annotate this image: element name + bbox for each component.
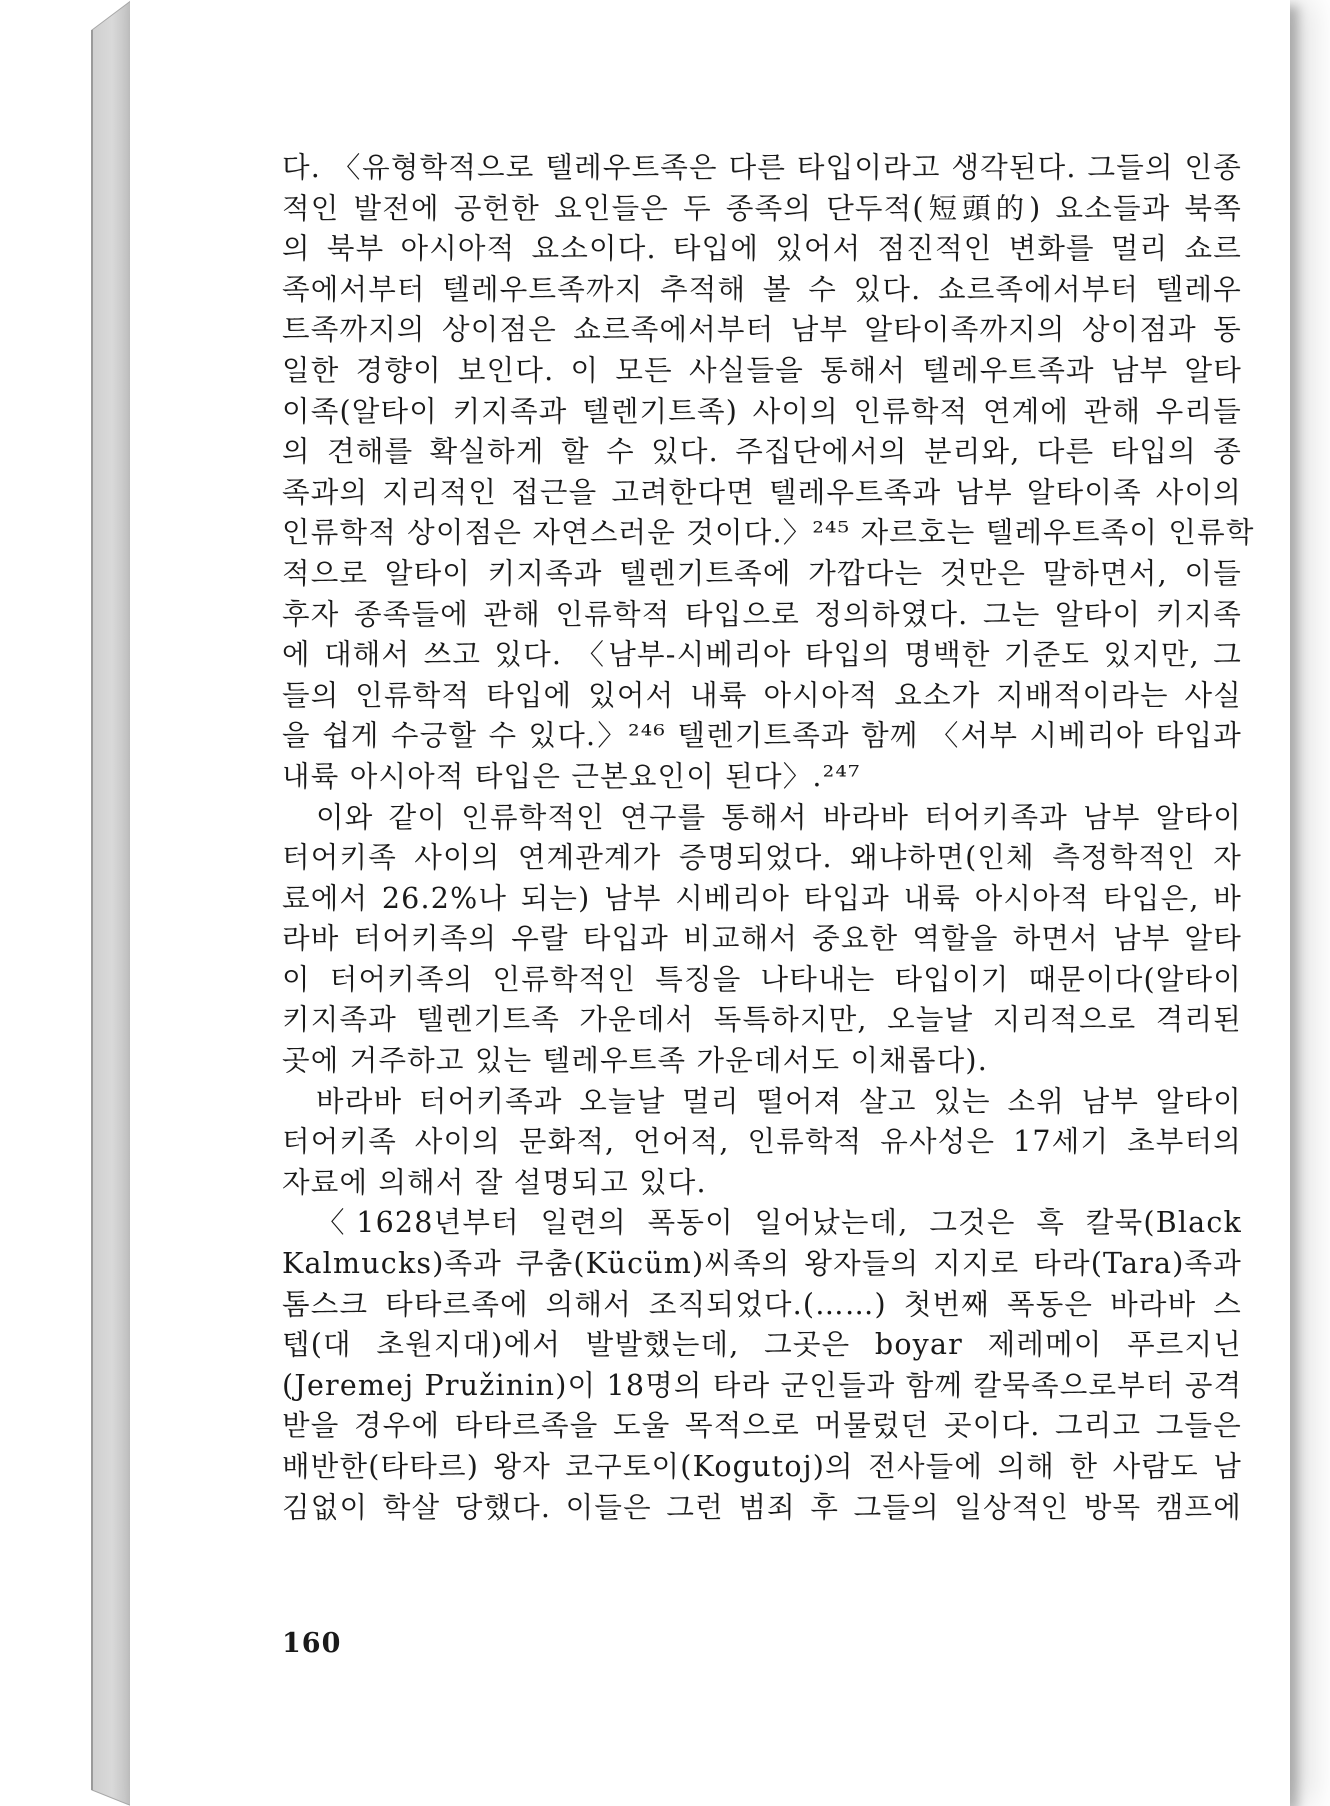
text-line: 들의 인류학적 타입에 있어서 내륙 아시아적 요소가 지배적이라는 사실 (282, 678, 1242, 712)
text-line: 〈1628년부터 일련의 폭동이 일어났는데, 그것은 흑 칼묵(Black (316, 1206, 1242, 1240)
text-line: 키지족과 텔렌기트족 가운데서 독특하지만, 오늘날 지리적으로 격리된 (282, 1003, 1242, 1037)
text-line: 의 북부 아시아적 요소이다. 타입에 있어서 점진적인 변화를 멀리 쇼르 (282, 232, 1242, 266)
text-line: 후자 종족들에 관해 인류학적 타입으로 정의하였다. 그는 알타이 키지족 (282, 597, 1242, 631)
text-line: 라바 터어키족의 우랄 타입과 비교해서 중요한 역할을 하면서 남부 알타 (282, 922, 1242, 956)
text-line: 곳에 거주하고 있는 텔레우트족 가운데서도 이채롭다). (282, 1044, 988, 1078)
text-line: 적으로 알타이 키지족과 텔렌기트족에 가깝다는 것만은 말하면서, 이들 (282, 556, 1242, 590)
text-line: 일한 경향이 보인다. 이 모든 사실들을 통해서 텔레우트족과 남부 알타 (282, 353, 1242, 387)
text-line: 인류학적 상이점은 자연스러운 것이다.〉²⁴⁵ 자르호는 텔레우트족이 인류학 (282, 516, 1255, 550)
text-line: 다. 〈유형학적으로 텔레우트족은 다른 타입이라고 생각된다. 그들의 인종 (282, 151, 1242, 184)
page-body-text (282, 148, 1255, 1528)
text-line: 자료에 의해서 잘 설명되고 있다. (282, 1165, 707, 1199)
text-line: 바라바 터어키족과 오늘날 멀리 떨어져 살고 있는 소위 남부 알타이 (316, 1084, 1242, 1118)
text-line: 이족(알타이 키지족과 텔렌기트족) 사이의 인류학적 연계에 관해 우리들 (282, 394, 1242, 428)
text-line: 에 대해서 쓰고 있다. 〈남부-시베리아 타입의 명백한 기준도 있지만, 그 (282, 638, 1242, 672)
text-line: 을 쉽게 수긍할 수 있다.〉²⁴⁶ 텔렌기트족과 함께 〈서부 시베리아 타입과 (282, 719, 1242, 753)
text-line: 트족까지의 상이점은 쇼르족에서부터 남부 알타이족까지의 상이점과 동 (282, 313, 1242, 347)
text-line: 내륙 아시아적 타입은 근본요인이 된다〉.²⁴⁷ (282, 759, 861, 793)
page-number: 160 (282, 1628, 342, 1659)
text-line: (Jeremej Pružinin)이 18명의 타라 군인들과 함께 칼묵족으로부터 공격 (282, 1368, 1243, 1402)
text-line: 이와 같이 인류학적인 연구를 통해서 바라바 터어키족과 남부 알타이 (316, 800, 1242, 834)
text-line: 의 견해를 확실하게 할 수 있다. 주집단에서의 분리와, 다른 타입의 종 (282, 435, 1242, 469)
text-line: 족과의 지리적인 접근을 고려한다면 텔레우트족과 남부 알타이족 사이의 (282, 475, 1242, 509)
text-line: 터어키족 사이의 연계관계가 증명되었다. 왜냐하면(인체 측정학적인 자 (282, 841, 1242, 875)
text-line: 배반한(타타르) 왕자 코구토이(Kogutoj)의 전사들에 의해 한 사람도 남 (282, 1450, 1242, 1483)
text-line: 료에서 26.2%나 되는) 남부 시베리아 타입과 내륙 아시아적 타입은, 바 (282, 881, 1242, 915)
text-line: 이 터어키족의 인류학적인 특징을 나타내는 타입이기 때문이다(알타이 (282, 962, 1242, 996)
text-line: 터어키족 사이의 문화적, 언어적, 인류학적 유사성은 17세기 초부터의 (282, 1125, 1242, 1159)
text-line: 텝(대 초원지대)에서 발발했는데, 그곳은 boyar 제레메이 푸르지닌 (282, 1328, 1242, 1362)
text-line: 김없이 학살 당했다. 이들은 그런 범죄 후 그들의 일상적인 방목 캠프에 (282, 1490, 1242, 1524)
text-line: 적인 발전에 공헌한 요인들은 두 종족의 단두적(短頭的) 요소들과 북쪽 (282, 191, 1242, 225)
text-line: Kalmucks)족과 쿠춤(Kücüm)씨족의 왕자들의 지지로 타라(Tara)족과 (282, 1247, 1242, 1281)
text-line: 받을 경우에 타타르족을 도울 목적으로 머물렀던 곳이다. 그리고 그들은 (282, 1409, 1242, 1443)
text-line: 족에서부터 텔레우트족까지 추적해 볼 수 있다. 쇼르족에서부터 텔레우 (282, 272, 1242, 306)
text-line: 톰스크 타타르족에 의해서 조직되었다.(……) 첫번째 폭동은 바라바 스 (282, 1287, 1242, 1321)
